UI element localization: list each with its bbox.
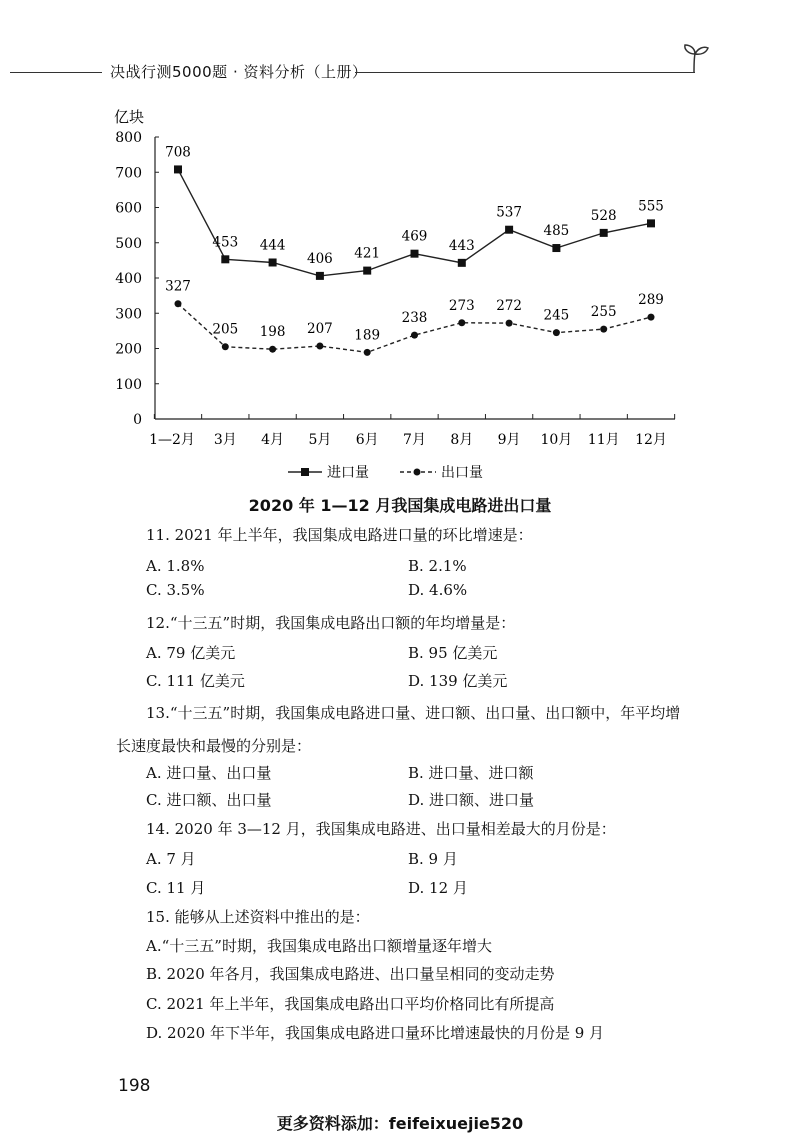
option-a: A. 进口量、出口量	[146, 764, 272, 782]
header-rule-left	[10, 72, 102, 73]
x-tick-label: 4月	[261, 432, 285, 448]
x-tick-label: 8月	[450, 432, 474, 448]
data-point	[647, 219, 655, 227]
header-rule-right	[355, 72, 695, 73]
option-c: C. 111 亿美元	[146, 672, 245, 690]
option-c: C. 11 月	[146, 879, 206, 897]
y-tick-label: 200	[115, 341, 142, 358]
page-number: 198	[118, 1076, 151, 1096]
data-label: 469	[401, 228, 428, 245]
option-a: A. 79 亿美元	[146, 644, 236, 662]
x-tick-label: 6月	[355, 432, 379, 448]
data-point	[648, 314, 655, 321]
x-tick-label: 10月	[540, 432, 573, 448]
y-tick-label: 400	[115, 271, 142, 287]
option-c: C. 进口额、出口量	[146, 791, 272, 809]
option-d: D. 12 月	[408, 879, 468, 897]
question-stem: 15. 能够从上述资料中推出的是：	[146, 908, 370, 926]
x-tick-label: 7月	[403, 432, 426, 448]
data-label: 272	[496, 298, 522, 315]
question-stem: 12.“十三五”时期，我国集成电路出口额的年均增量是：	[146, 614, 516, 632]
y-tick-label: 700	[115, 165, 142, 182]
y-tick-label: 0	[133, 412, 142, 428]
option-b: B. 9 月	[408, 850, 458, 868]
data-label: 327	[165, 278, 191, 295]
data-point	[458, 319, 465, 326]
data-point	[175, 300, 182, 307]
legend-marker-export	[414, 469, 421, 476]
legend-marker-import	[301, 468, 309, 476]
y-tick-label: 500	[115, 235, 142, 252]
option-c: C. 3.5%	[146, 581, 205, 599]
x-tick-label: 1—2月	[149, 432, 195, 448]
data-label: 205	[212, 321, 239, 338]
x-tick-label: 12月	[635, 432, 667, 448]
x-tick-label: 5月	[308, 432, 332, 448]
data-label: 289	[638, 292, 664, 309]
data-point	[363, 267, 371, 275]
option-a: A.“十三五”时期，我国集成电路出口额增量逐年增大	[146, 937, 492, 955]
y-tick-label: 100	[115, 376, 142, 393]
running-header-title: 决战行测5000题 · 资料分析（上册）	[110, 63, 368, 81]
data-point	[600, 229, 608, 237]
data-point	[458, 259, 466, 267]
figure-caption: 2020 年 1—12 月我国集成电路进出口量	[248, 496, 552, 515]
legend-label-import: 进口量	[327, 465, 369, 481]
data-label: 528	[590, 207, 617, 224]
y-tick-label: 800	[115, 130, 142, 146]
data-label: 708	[165, 144, 191, 161]
data-point	[174, 165, 182, 173]
series-0	[165, 144, 664, 279]
x-tick-label: 11月	[587, 432, 620, 448]
data-label: 238	[401, 310, 428, 327]
data-point	[600, 326, 607, 333]
question-stem: 14. 2020 年 3—12 月，我国集成电路进、出口量相差最大的月份是：	[146, 820, 616, 838]
data-label: 453	[212, 234, 239, 251]
data-label: 537	[496, 204, 522, 221]
data-label: 245	[543, 307, 570, 324]
data-point	[364, 349, 371, 356]
option-b: B. 95 亿美元	[408, 644, 498, 662]
option-b: B. 2.1%	[408, 557, 467, 575]
data-label: 421	[354, 245, 381, 262]
data-label: 255	[590, 304, 617, 321]
option-a: A. 1.8%	[146, 557, 205, 575]
data-point	[411, 332, 418, 339]
data-point	[552, 244, 560, 252]
x-tick-label: 3月	[213, 432, 237, 448]
data-label: 189	[354, 327, 381, 344]
data-label: 444	[259, 237, 286, 254]
option-d: D. 4.6%	[408, 581, 468, 599]
data-point	[506, 320, 513, 327]
option-d: D. 139 亿美元	[408, 672, 508, 690]
data-point	[222, 343, 229, 350]
data-label: 273	[448, 297, 475, 314]
data-point	[411, 250, 419, 258]
data-label: 555	[638, 198, 664, 215]
data-point	[316, 272, 324, 280]
data-point	[553, 329, 560, 336]
option-c: C. 2021 年上半年，我国集成电路出口平均价格同比有所提高	[146, 995, 555, 1013]
data-point	[269, 258, 277, 266]
y-tick-label: 600	[115, 200, 142, 217]
option-d: D. 2020 年下半年，我国集成电路进口量环比增速最快的月份是 9 月	[146, 1024, 605, 1042]
data-point	[505, 226, 513, 234]
line-chart	[110, 100, 710, 490]
data-label: 406	[307, 250, 333, 267]
legend-label-export: 出口量	[441, 465, 483, 481]
sprout-icon	[680, 40, 710, 74]
y-axis-label: 亿块	[114, 108, 145, 126]
question-stem: 11. 2021 年上半年，我国集成电路进口量的环比增速是：	[146, 526, 533, 544]
data-label: 207	[307, 321, 333, 338]
option-b: B. 2020 年各月，我国集成电路进、出口量呈相同的变动走势	[146, 965, 555, 983]
question-stem: 13.“十三五”时期，我国集成电路进口量、进口额、出口量、出口额中，年平均增长速度最快和最慢的分别是：	[116, 704, 681, 755]
x-tick-label: 9月	[497, 432, 521, 448]
footer-note: 更多资料添加：feifeixuejie520	[276, 1114, 524, 1133]
y-tick-label: 300	[115, 306, 142, 323]
option-d: D. 进口额、进口量	[408, 791, 535, 809]
data-point	[221, 255, 229, 263]
option-a: A. 7 月	[146, 850, 196, 868]
data-label: 198	[259, 324, 286, 341]
data-label: 485	[543, 223, 570, 240]
data-point	[269, 346, 276, 353]
series-1	[165, 279, 664, 356]
option-b: B. 进口量、进口额	[408, 764, 534, 782]
series-line	[178, 169, 651, 275]
data-point	[316, 343, 323, 350]
data-label: 443	[448, 237, 475, 254]
